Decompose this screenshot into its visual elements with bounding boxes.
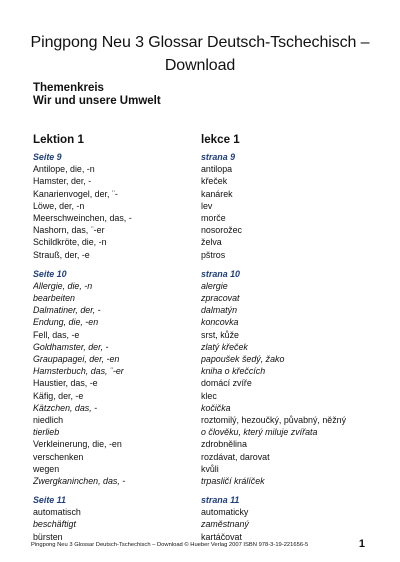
german-term: Dalmatiner, der, - bbox=[33, 305, 101, 316]
page-title: Pingpong Neu 3 Glossar Deutsch-Tschechisch – Download bbox=[30, 34, 370, 74]
german-term: automatisch bbox=[33, 507, 81, 518]
german-term: Haustier, das, -e bbox=[33, 378, 98, 389]
glossary-row bbox=[33, 188, 378, 200]
glossary-row bbox=[33, 414, 378, 426]
czech-translation: papoušek šedý, žako bbox=[201, 354, 285, 364]
glossary-row bbox=[33, 531, 378, 543]
page-heading-czech: strana 11 bbox=[201, 495, 240, 506]
page-heading-german: Seite 9 bbox=[33, 152, 62, 162]
glossary-row bbox=[33, 175, 378, 187]
czech-translation: antilopa bbox=[201, 164, 233, 175]
glossary-row bbox=[33, 212, 378, 224]
czech-translation: morče bbox=[201, 212, 226, 223]
page-heading-row bbox=[33, 151, 378, 163]
glossary-row bbox=[33, 426, 378, 438]
glossary-row bbox=[33, 236, 378, 248]
german-term: Antilope, die, -n bbox=[33, 164, 95, 175]
czech-translation: domácí zvíře bbox=[201, 378, 252, 389]
page-heading-czech: strana 10 bbox=[201, 268, 240, 279]
czech-translation: kniha o křečcích bbox=[201, 366, 266, 377]
lesson-heading-czech: lekce 1 bbox=[201, 133, 240, 146]
czech-translation: kanárek bbox=[201, 188, 233, 199]
czech-translation: srst, kůže bbox=[201, 329, 239, 340]
glossary-row bbox=[33, 390, 378, 402]
czech-translation: zlatý křeček bbox=[201, 341, 248, 352]
german-term: tierlieb bbox=[33, 427, 60, 438]
glossary-entries bbox=[33, 151, 378, 550]
german-term: Fell, das, -e bbox=[33, 329, 80, 340]
german-term: verschenken bbox=[33, 451, 84, 462]
glossary-row bbox=[33, 353, 378, 365]
german-term: Strauß, der, -e bbox=[33, 249, 90, 260]
glossary-row bbox=[33, 506, 378, 518]
czech-translation: nosorožec bbox=[201, 225, 242, 236]
german-term: Goldhamster, der, - bbox=[33, 341, 109, 352]
german-term: Nashorn, das, ¨-er bbox=[33, 225, 105, 236]
glossary-row bbox=[33, 249, 378, 261]
czech-translation: kvůli bbox=[201, 463, 219, 474]
czech-translation: klec bbox=[201, 390, 217, 401]
glossary-row bbox=[33, 329, 378, 341]
german-term: Hamsterbuch, das, ¨-er bbox=[33, 366, 124, 377]
czech-translation: lev bbox=[201, 200, 213, 211]
czech-translation: dalmatýn bbox=[201, 305, 238, 316]
glossary-row bbox=[33, 438, 378, 450]
czech-translation: automaticky bbox=[201, 507, 249, 518]
glossary-row bbox=[33, 304, 378, 316]
glossary-row bbox=[33, 463, 378, 475]
german-term: Kanarienvogel, der, ¨- bbox=[33, 188, 118, 199]
czech-translation: o člověku, který miluje zvířata bbox=[201, 427, 318, 438]
czech-translation: zaměstnaný bbox=[201, 519, 249, 530]
glossary-row bbox=[33, 365, 378, 377]
glossary-row bbox=[33, 163, 378, 175]
page-heading-row bbox=[33, 268, 378, 280]
theme-title: Wir und unsere Umwelt bbox=[33, 95, 161, 107]
czech-translation: kočička bbox=[201, 402, 231, 413]
german-term: bearbeiten bbox=[33, 293, 75, 304]
german-term: Graupapagei, der, -en bbox=[33, 354, 120, 364]
page-heading-german: Seite 10 bbox=[33, 268, 67, 279]
glossary-row bbox=[33, 224, 378, 236]
german-term: Verkleinerung, die, -en bbox=[33, 439, 122, 450]
page-heading-german: Seite 11 bbox=[33, 495, 66, 506]
german-term: bürsten bbox=[33, 531, 63, 542]
page-number: 1 bbox=[358, 538, 365, 550]
german-term: Endung, die, -en bbox=[33, 317, 99, 328]
glossary-row bbox=[33, 377, 378, 389]
glossary-group-seite-10 bbox=[33, 268, 378, 487]
czech-translation: zdrobnělina bbox=[201, 439, 247, 450]
page-heading-row bbox=[33, 494, 378, 506]
glossary-group-seite-11 bbox=[33, 494, 378, 543]
footer-text: Pingpong Neu 3 Glossar Deutsch-Tschechisch – Download © Hueber Verlag 2007 ISBN 978-3-19-221656-5 bbox=[31, 542, 309, 548]
czech-translation: alergie bbox=[201, 280, 228, 291]
german-term: Schildkröte, die, -n bbox=[33, 237, 107, 248]
czech-translation: pštros bbox=[201, 249, 226, 260]
german-term: Löwe, der, -n bbox=[33, 200, 85, 211]
german-term: Käfig, der, -e bbox=[33, 390, 84, 401]
czech-translation: koncovka bbox=[201, 317, 239, 328]
theme-label: Themenkreis bbox=[33, 82, 104, 94]
page-heading-czech: strana 9 bbox=[201, 152, 236, 162]
glossary-row bbox=[33, 341, 378, 353]
czech-translation: zpracovat bbox=[201, 293, 240, 304]
glossary-row bbox=[33, 475, 378, 487]
czech-translation: rozdávat, darovat bbox=[201, 451, 270, 462]
glossary-row bbox=[33, 402, 378, 414]
german-term: Allergie, die, -n bbox=[33, 280, 93, 291]
czech-translation: roztomilý, hezoučký, půvabný, něžný bbox=[201, 414, 347, 425]
german-term: Zwergkaninchen, das, - bbox=[33, 475, 126, 486]
czech-translation: kartáčovat bbox=[201, 531, 242, 542]
lesson-heading-german: Lektion 1 bbox=[33, 133, 84, 146]
glossary-row bbox=[33, 280, 378, 292]
glossary-row bbox=[33, 518, 378, 530]
german-term: Kätzchen, das, - bbox=[33, 402, 98, 413]
glossary-row bbox=[33, 200, 378, 212]
german-term: niedlich bbox=[33, 414, 64, 425]
german-term: beschäftigt bbox=[33, 519, 76, 530]
section-title bbox=[33, 82, 161, 108]
german-term: wegen bbox=[33, 463, 60, 474]
glossary-row bbox=[33, 292, 378, 304]
glossary-row bbox=[33, 451, 378, 463]
czech-translation: křeček bbox=[201, 176, 228, 187]
glossary-row bbox=[33, 316, 378, 328]
german-term: Hamster, der, - bbox=[33, 176, 92, 187]
czech-translation: želva bbox=[201, 237, 222, 248]
glossary-group-seite-9 bbox=[33, 151, 378, 261]
czech-translation: trpasličí králíček bbox=[201, 475, 265, 486]
german-term: Meerschweinchen, das, - bbox=[33, 212, 132, 223]
